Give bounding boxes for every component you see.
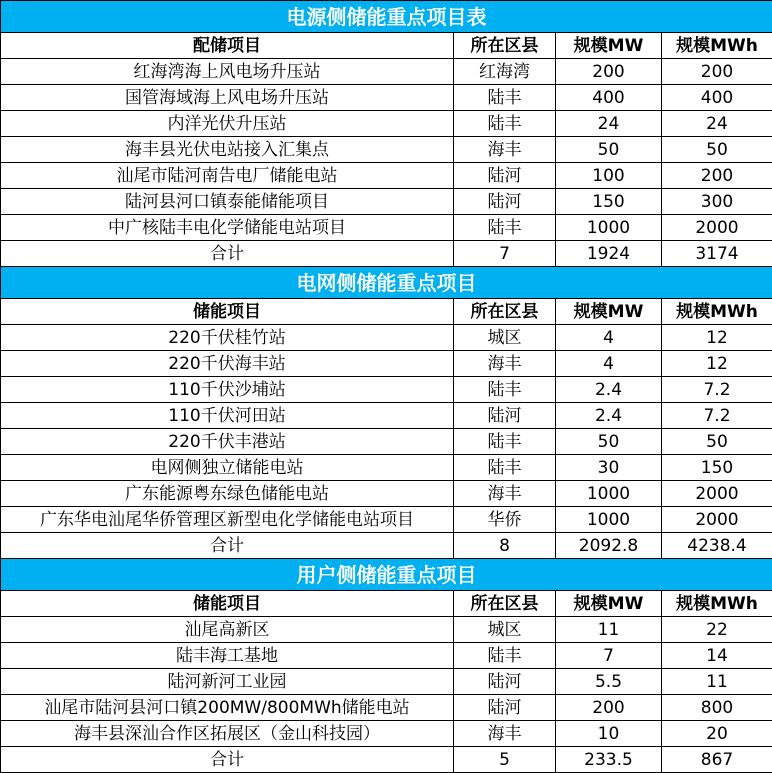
capacity-mw-header: 规模MW — [556, 299, 662, 325]
capacity-mw-cell: 4 — [556, 325, 662, 351]
table-row — [1, 695, 772, 721]
capacity-mw-header: 规模MW — [556, 591, 662, 617]
project-name-cell: 中广核陆丰电化学储能电站项目 — [1, 215, 454, 241]
capacity-mwh-header: 规模MWh — [662, 591, 772, 617]
section-title: 用户侧储能重点项目 — [1, 559, 772, 591]
total-count: 5 — [454, 747, 556, 773]
capacity-mw-cell: 2.4 — [556, 377, 662, 403]
capacity-mwh-cell: 7.2 — [662, 403, 772, 429]
project-name-cell: 220千伏海丰站 — [1, 351, 454, 377]
total-label: 合计 — [1, 241, 454, 267]
district-cell: 陆丰 — [454, 377, 556, 403]
column-header-row — [1, 299, 772, 325]
capacity-mw-cell: 10 — [556, 721, 662, 747]
projects-table-body — [1, 1, 772, 773]
project-name-header: 储能项目 — [1, 299, 454, 325]
column-header-row — [1, 33, 772, 59]
district-cell: 陆丰 — [454, 85, 556, 111]
capacity-mw-header: 规模MW — [556, 33, 662, 59]
capacity-mwh-cell: 200 — [662, 59, 772, 85]
district-header: 所在区县 — [454, 33, 556, 59]
capacity-mw-cell: 200 — [556, 59, 662, 85]
total-row — [1, 241, 772, 267]
project-name-cell: 陆河新河工业园 — [1, 669, 454, 695]
capacity-mw-cell: 2.4 — [556, 403, 662, 429]
capacity-mwh-header: 规模MWh — [662, 299, 772, 325]
project-name-cell: 220千伏桂竹站 — [1, 325, 454, 351]
section-title-row — [1, 267, 772, 299]
capacity-mw-cell: 1000 — [556, 215, 662, 241]
district-cell: 陆河 — [454, 403, 556, 429]
district-cell: 陆河 — [454, 669, 556, 695]
district-cell: 陆丰 — [454, 111, 556, 137]
district-cell: 海丰 — [454, 137, 556, 163]
table-row — [1, 481, 772, 507]
capacity-mw-cell: 150 — [556, 189, 662, 215]
table-row — [1, 137, 772, 163]
table-row — [1, 507, 772, 533]
project-name-cell: 海丰县深汕合作区拓展区（金山科技园） — [1, 721, 454, 747]
district-cell: 城区 — [454, 325, 556, 351]
column-header-row — [1, 591, 772, 617]
table-row — [1, 111, 772, 137]
capacity-mw-cell: 400 — [556, 85, 662, 111]
capacity-mw-cell: 1000 — [556, 507, 662, 533]
capacity-mwh-cell: 400 — [662, 85, 772, 111]
table-row — [1, 617, 772, 643]
capacity-mw-cell: 100 — [556, 163, 662, 189]
capacity-mw-cell: 5.5 — [556, 669, 662, 695]
district-cell: 海丰 — [454, 351, 556, 377]
table-row — [1, 403, 772, 429]
project-name-cell: 汕尾市陆河南告电厂储能电站 — [1, 163, 454, 189]
project-name-cell: 陆河县河口镇泰能储能项目 — [1, 189, 454, 215]
table-row — [1, 351, 772, 377]
project-name-cell: 110千伏沙埔站 — [1, 377, 454, 403]
total-row — [1, 533, 772, 559]
total-label: 合计 — [1, 533, 454, 559]
table-row — [1, 325, 772, 351]
table-row — [1, 215, 772, 241]
project-name-cell: 内洋光伏升压站 — [1, 111, 454, 137]
table-row — [1, 377, 772, 403]
capacity-mw-cell: 11 — [556, 617, 662, 643]
total-mwh: 3174 — [662, 241, 772, 267]
capacity-mw-cell: 200 — [556, 695, 662, 721]
total-mwh: 4238.4 — [662, 533, 772, 559]
capacity-mwh-cell: 50 — [662, 137, 772, 163]
capacity-mwh-cell: 24 — [662, 111, 772, 137]
project-name-cell: 红海湾海上风电场升压站 — [1, 59, 454, 85]
district-cell: 红海湾 — [454, 59, 556, 85]
section-title-row — [1, 1, 772, 33]
capacity-mwh-cell: 800 — [662, 695, 772, 721]
total-label: 合计 — [1, 747, 454, 773]
table-row — [1, 429, 772, 455]
capacity-mwh-cell: 20 — [662, 721, 772, 747]
district-cell: 城区 — [454, 617, 556, 643]
project-name-cell: 汕尾高新区 — [1, 617, 454, 643]
capacity-mwh-cell: 22 — [662, 617, 772, 643]
project-name-cell: 广东华电汕尾华侨管理区新型电化学储能电站项目 — [1, 507, 454, 533]
table-row — [1, 643, 772, 669]
capacity-mwh-cell: 2000 — [662, 481, 772, 507]
capacity-mwh-cell: 7.2 — [662, 377, 772, 403]
project-name-cell: 海丰县光伏电站接入汇集点 — [1, 137, 454, 163]
capacity-mwh-cell: 2000 — [662, 215, 772, 241]
district-cell: 陆丰 — [454, 429, 556, 455]
capacity-mwh-cell: 12 — [662, 351, 772, 377]
project-name-header: 储能项目 — [1, 591, 454, 617]
table-row — [1, 163, 772, 189]
capacity-mw-cell: 7 — [556, 643, 662, 669]
table-row — [1, 455, 772, 481]
table-row — [1, 721, 772, 747]
capacity-mwh-cell: 11 — [662, 669, 772, 695]
project-name-cell: 陆丰海工基地 — [1, 643, 454, 669]
capacity-mw-cell: 50 — [556, 137, 662, 163]
capacity-mwh-cell: 150 — [662, 455, 772, 481]
capacity-mwh-cell: 50 — [662, 429, 772, 455]
total-mw: 2092.8 — [556, 533, 662, 559]
district-cell: 陆丰 — [454, 215, 556, 241]
project-name-cell: 汕尾市陆河县河口镇200MW/800MWh储能电站 — [1, 695, 454, 721]
district-cell: 陆河 — [454, 695, 556, 721]
total-count: 7 — [454, 241, 556, 267]
capacity-mw-cell: 1000 — [556, 481, 662, 507]
capacity-mw-cell: 4 — [556, 351, 662, 377]
district-cell: 陆丰 — [454, 455, 556, 481]
district-cell: 陆河 — [454, 163, 556, 189]
capacity-mwh-cell: 2000 — [662, 507, 772, 533]
project-name-cell: 220千伏丰港站 — [1, 429, 454, 455]
total-mw: 233.5 — [556, 747, 662, 773]
table-row — [1, 189, 772, 215]
district-cell: 海丰 — [454, 481, 556, 507]
total-mwh: 867 — [662, 747, 772, 773]
capacity-mw-cell: 24 — [556, 111, 662, 137]
capacity-mw-cell: 50 — [556, 429, 662, 455]
total-row — [1, 747, 772, 773]
project-name-header: 配储项目 — [1, 33, 454, 59]
capacity-mwh-cell: 300 — [662, 189, 772, 215]
section-title: 电网侧储能重点项目 — [1, 267, 772, 299]
capacity-mw-cell: 30 — [556, 455, 662, 481]
capacity-mwh-cell: 12 — [662, 325, 772, 351]
capacity-mwh-header: 规模MWh — [662, 33, 772, 59]
project-name-cell: 110千伏河田站 — [1, 403, 454, 429]
total-count: 8 — [454, 533, 556, 559]
project-name-cell: 广东能源粤东绿色储能电站 — [1, 481, 454, 507]
table-row — [1, 669, 772, 695]
district-cell: 海丰 — [454, 721, 556, 747]
district-cell: 陆丰 — [454, 643, 556, 669]
district-cell: 陆河 — [454, 189, 556, 215]
district-header: 所在区县 — [454, 299, 556, 325]
district-cell: 华侨 — [454, 507, 556, 533]
section-title: 电源侧储能重点项目表 — [1, 1, 772, 33]
project-name-cell: 国管海域海上风电场升压站 — [1, 85, 454, 111]
district-header: 所在区县 — [454, 591, 556, 617]
total-mw: 1924 — [556, 241, 662, 267]
section-title-row — [1, 559, 772, 591]
capacity-mwh-cell: 200 — [662, 163, 772, 189]
capacity-mwh-cell: 14 — [662, 643, 772, 669]
project-name-cell: 电网侧独立储能电站 — [1, 455, 454, 481]
table-row — [1, 59, 772, 85]
table-row — [1, 85, 772, 111]
